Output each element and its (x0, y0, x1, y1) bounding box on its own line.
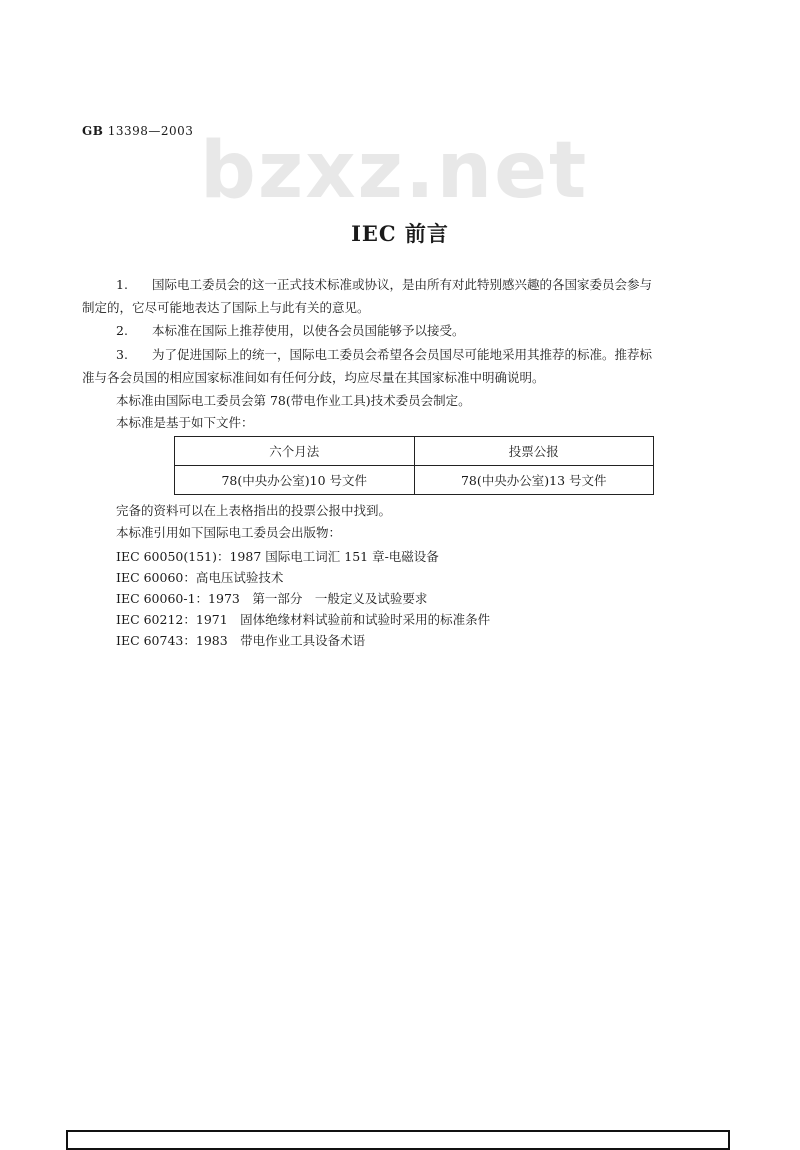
paragraph-number: 2. (116, 323, 128, 338)
paragraph-1 (116, 274, 756, 296)
refs-intro: 本标准引用如下国际电工委员会出版物： (116, 525, 342, 540)
footer-frame (66, 1130, 730, 1150)
table-cell: 78(中央办公室)10 号文件 (175, 466, 415, 495)
based-on-line: 本标准是基于如下文件： (116, 415, 254, 430)
committee-line: 本标准由国际电工委员会第 78(带电作业工具)技术委员会制定。 (116, 393, 471, 408)
paragraph-line: 制定的，它尽可能地表达了国际上与此有关的意见。 (82, 300, 370, 315)
paragraph-3-cont (82, 367, 742, 389)
table-row (175, 466, 654, 495)
paragraph-line: 本标准在国际上推荐使用，以使各会员国能够予以接受。 (152, 323, 465, 338)
standard-code-prefix: GB (82, 124, 104, 138)
reference-list (116, 546, 490, 651)
watermark: bzxz.net (200, 126, 589, 216)
ballot-table (174, 436, 654, 495)
table-header-cell: 投票公报 (414, 437, 654, 466)
paragraph-line: 为了促进国际上的统一，国际电工委员会希望各会员国尽可能地采用其推荐的标准。推荐标 (152, 347, 653, 362)
reference-item: IEC 60060：高电压试验技术 (116, 570, 284, 585)
paragraph-3 (116, 344, 756, 366)
reference-item: IEC 60212：1971 固体绝缘材料试验前和试验时采用的标准条件 (116, 612, 491, 627)
paragraph-1-cont (82, 297, 742, 319)
standard-code-number: 13398—2003 (107, 124, 194, 138)
table-header-row (175, 437, 654, 466)
page-title: IEC 前言 (351, 221, 449, 246)
reference-item: IEC 60060-1：1973 第一部分 一般定义及试验要求 (116, 591, 428, 606)
table-cell: 78(中央办公室)13 号文件 (414, 466, 654, 495)
reference-item: IEC 60743：1983 带电作业工具设备术语 (116, 633, 366, 648)
paragraph-line: 准与各会员国的相应国家标准间如有任何分歧，均应尽量在其国家标准中明确说明。 (82, 370, 545, 385)
reference-item: IEC 60050(151)：1987 国际电工词汇 151 章-电磁设备 (116, 549, 439, 564)
paragraph-line: 国际电工委员会的这一正式技术标准或协议，是由所有对此特别感兴趣的各国家委员会参与 (152, 277, 653, 292)
table-header-cell: 六个月法 (175, 437, 415, 466)
paragraph-2 (116, 320, 756, 342)
standard-code (82, 124, 193, 138)
paragraph-number: 1. (116, 277, 128, 292)
paragraph-number: 3. (116, 347, 128, 362)
info-line: 完备的资料可以在上表格指出的投票公报中找到。 (116, 503, 392, 518)
